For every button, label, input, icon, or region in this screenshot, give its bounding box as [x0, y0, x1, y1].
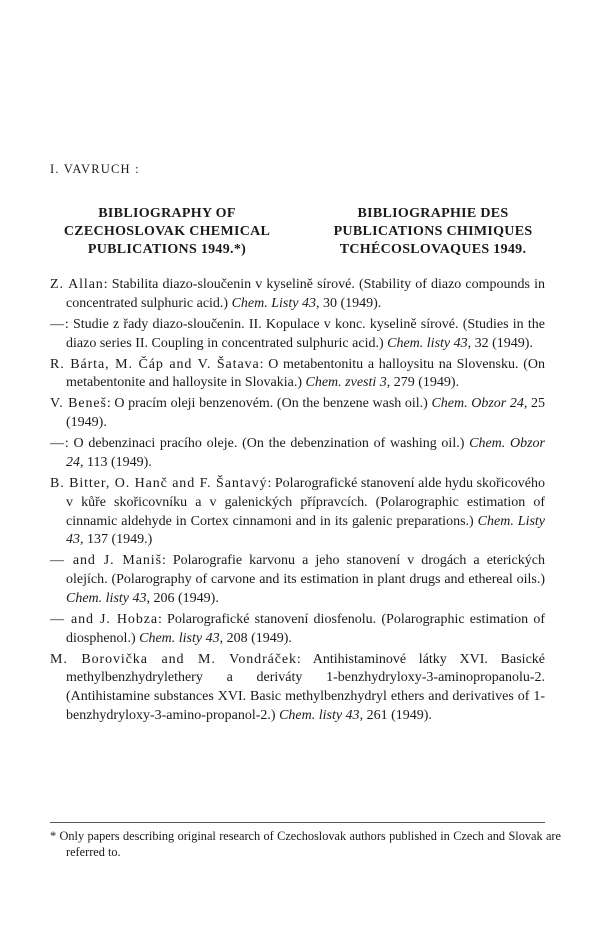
bibliography-entry	[50, 356, 545, 394]
entry-text: : Studie z řady diazo-sloučenin. II. Kopulace v konc. kyselině sírové. (Studies in the diazo series II. Coupling in concentrated sulphuric acid.)	[64, 316, 545, 351]
footnote-divider	[50, 822, 545, 823]
entry-authors: V. Beneš	[50, 396, 107, 412]
entry-authors: M. Borovička and M. Vondráček	[50, 651, 297, 667]
bibliography-entry	[50, 611, 545, 649]
title-french-line: TCHÉCOSLOVAQUES 1949.	[339, 242, 527, 257]
bibliography-entry	[50, 276, 545, 314]
entry-reference: , 30 (1949).	[315, 295, 382, 311]
entry-text: : Stabilita diazo-sloučenin v kyselině sírové. (Stability of diazo compounds in concentrated sulphuric acid.)	[66, 277, 545, 311]
entry-journal: Chem. Listy 43	[66, 513, 546, 548]
bibliography-list	[50, 276, 545, 728]
entry-text: : Polarografie karvonu a jeho stanovení v drogách a eterických olejích. (Polarography of carvone and its estimation in plant drugs and ethereal oils.)	[66, 553, 545, 588]
entry-journal: Chem. listy 43	[279, 708, 360, 724]
bibliography-entry	[50, 435, 545, 473]
entry-authors: Z. Allan	[50, 277, 104, 292]
entry-reference: , 261 (1949).	[359, 708, 432, 724]
entry-text: : O metabentonitu a halloysitu na Slovensku. (On metabentonite and halloysite in Slovakia.)	[66, 356, 545, 391]
entry-journal: Chem. listy 43	[139, 630, 220, 646]
entry-reference: , 137 (1949.)	[80, 532, 153, 548]
entry-journal: Chem. zvesti 3	[305, 375, 387, 391]
title-french-line: PUBLICATIONS CHIMIQUES	[333, 224, 533, 239]
bibliography-entry	[50, 552, 545, 608]
entry-text: : O debenzinaci pracího oleje. (On the debenzination of washing oil.)	[64, 436, 470, 452]
title-english-line: BIBLIOGRAPHY OF	[98, 206, 236, 221]
footnote: * Only papers describing original research of Czechoslovak authors published in Czech and Slovak are referred to.	[50, 829, 561, 859]
title-english-line: CZECHOSLOVAK CHEMICAL	[63, 224, 271, 239]
entry-authors: — and J. Hobza	[50, 611, 158, 627]
entry-reference: , 25 (1949).	[66, 396, 545, 431]
entry-journal: Chem. listy 43	[387, 335, 468, 351]
bibliography-entry	[50, 475, 545, 550]
title-french	[308, 205, 558, 259]
title-french-line: BIBLIOGRAPHIE DES	[357, 206, 509, 221]
compiler-name: I. VAVRUCH :	[50, 162, 140, 176]
bibliography-entry	[50, 316, 545, 354]
entry-journal: Chem. listy 43	[66, 590, 147, 606]
entry-journal: Chem. Listy 43	[231, 295, 316, 311]
title-english-line: PUBLICATIONS 1949.*)	[87, 242, 247, 257]
entry-text: : Polarografické stanovení diosfenolu. (Polarographic estimation of diosphenol.)	[66, 611, 545, 646]
title-english	[42, 205, 292, 259]
entry-journal: Chem. Obzor 24	[66, 436, 546, 470]
bibliography-entry	[50, 395, 545, 433]
entry-reference: , 113 (1949).	[80, 454, 152, 470]
entry-authors: — and J. Maniš	[50, 553, 162, 569]
entry-reference: , 279 (1949).	[386, 375, 460, 391]
bibliography-entry	[50, 651, 545, 726]
entry-authors: B. Bitter, O. Hanč and F. Šantavý	[50, 475, 268, 491]
entry-text: : Polarografické stanovení alde hydu skořicového v kůře skořicovníku a v galenických přípravcích. (Polarographic estimation of cinnamic aldehyde in Cortex cinnamoni and in its galenic preparations.)	[66, 475, 545, 529]
entry-authors: —	[50, 316, 65, 332]
entry-reference: , 206 (1949).	[146, 590, 219, 606]
entry-authors: —	[50, 436, 65, 452]
entry-authors: R. Bárta, M. Čáp and V. Šatava	[50, 356, 260, 372]
entry-reference: , 32 (1949).	[467, 335, 533, 351]
entry-journal: Chem. Obzor 24	[431, 396, 524, 412]
entry-text: : Antihistaminové látky XVI. Basické methylbenzhydrylethery a deriváty 1-benzhydryloxy-3-aminopropanolu-2. (Antihistamine substances XVI. Basic methylbenzhydryl ethers and derivatives of 1-benzhydryloxy-3-amino-propanol-2.)	[66, 651, 545, 724]
entry-text: : O pracím oleji benzenovém. (On the benzene wash oil.)	[106, 396, 432, 412]
entry-reference: , 208 (1949).	[219, 630, 292, 646]
